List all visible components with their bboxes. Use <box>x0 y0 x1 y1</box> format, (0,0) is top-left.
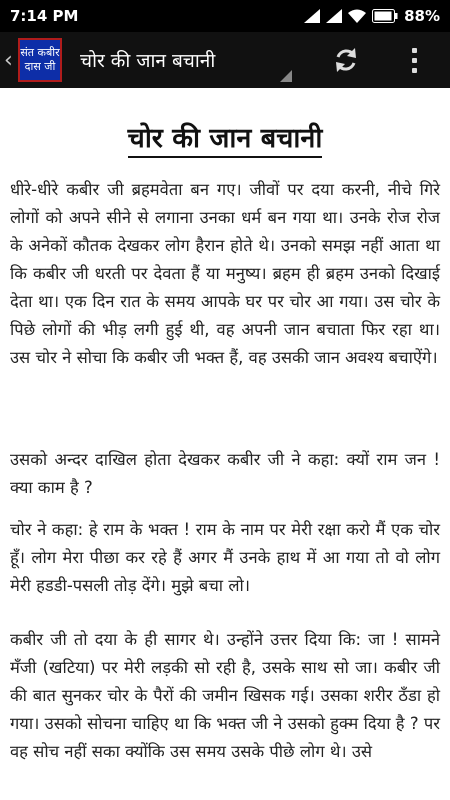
back-icon[interactable]: ‹ <box>4 47 13 73</box>
status-icons <box>304 7 440 25</box>
paragraph-4: कबीर जी तो दया के ही सागर थे। उन्होंने उत्तर दिया कि: जा ! सामने मँजी (खटिया) पर मेरी लड़की सो रही है, उसके साथ सो जा। कबीर जी की बात सुनकर चोर के पैरों की जमीन खिसक गई। उसका शरीर ठँडा हो गया। उसको सोचना चाहिए था कि भक्त जी ने उसको हुक्म दिया है ? पर वह सोच नहीं सका क्योंकि उस समय उसके पीछे लोग थे। उसे <box>10 630 440 761</box>
app-bar <box>0 32 450 88</box>
logo-line-2: दास जी <box>24 60 56 73</box>
dropdown-corner-icon[interactable] <box>280 70 292 82</box>
paragraph-1: धीरे-धीरे कबीर जी ब्रहमवेता बन गए। जीवों पर दया करनी, नीचे गिरे लोगों को अपने सीने से लगाना उनका धर्म बन गया था। उनके रोज रोज के अनेकों कौतक देखकर लोग हैरान होते थे। उनको समझ नहीं आता था कि कबीर जी धरती पर देवता हैं या मनुष्य। ब्रहम ही ब्रहम उनको दिखाई देता था। एक दिन रात के समय आपके घर पर चोर आ गया। उस चोर के पिछे लोगों की भीड़ लगी हुई थी, वह अपनी जान बचाता फिर रहा था। उस चोर ने सोचा कि कबीर जी भक्त हैं, वह उसकी जान अवश्य बचाऐंगे। <box>10 180 440 367</box>
battery-icon <box>372 9 398 23</box>
paragraph-3: चोर ने कहा: हे राम के भक्त ! राम के नाम पर मेरी रक्षा करो मैं एक चोर हूँ। लोग मेरा पीछा कर रहे हैं अगर मैं उनके हाथ में आ गया तो वो लोग मेरी हडडी-पसली तोड़ देंगे। मुझे बचा लो। <box>10 520 440 595</box>
logo-line-1: संत कबीर <box>20 46 60 59</box>
refresh-icon[interactable] <box>330 44 362 76</box>
status-time: 7:14 PM <box>10 7 79 25</box>
paragraph-2: उसको अन्दर दाखिल होता देखकर कबीर जी ने कहा: क्यों राम जन ! क्या काम है ? <box>10 450 440 497</box>
article-heading: चोर की जान बचानी <box>0 118 450 155</box>
signal-icon <box>304 9 320 23</box>
app-logo[interactable] <box>18 38 62 82</box>
status-bar <box>0 0 450 32</box>
wifi-icon <box>348 9 366 23</box>
overflow-menu-icon[interactable] <box>404 44 424 76</box>
app-title: चोर की जान बचानी <box>80 50 216 72</box>
article-content <box>0 88 450 800</box>
battery-percent: 88% <box>404 7 440 25</box>
signal-icon-2 <box>326 9 342 23</box>
